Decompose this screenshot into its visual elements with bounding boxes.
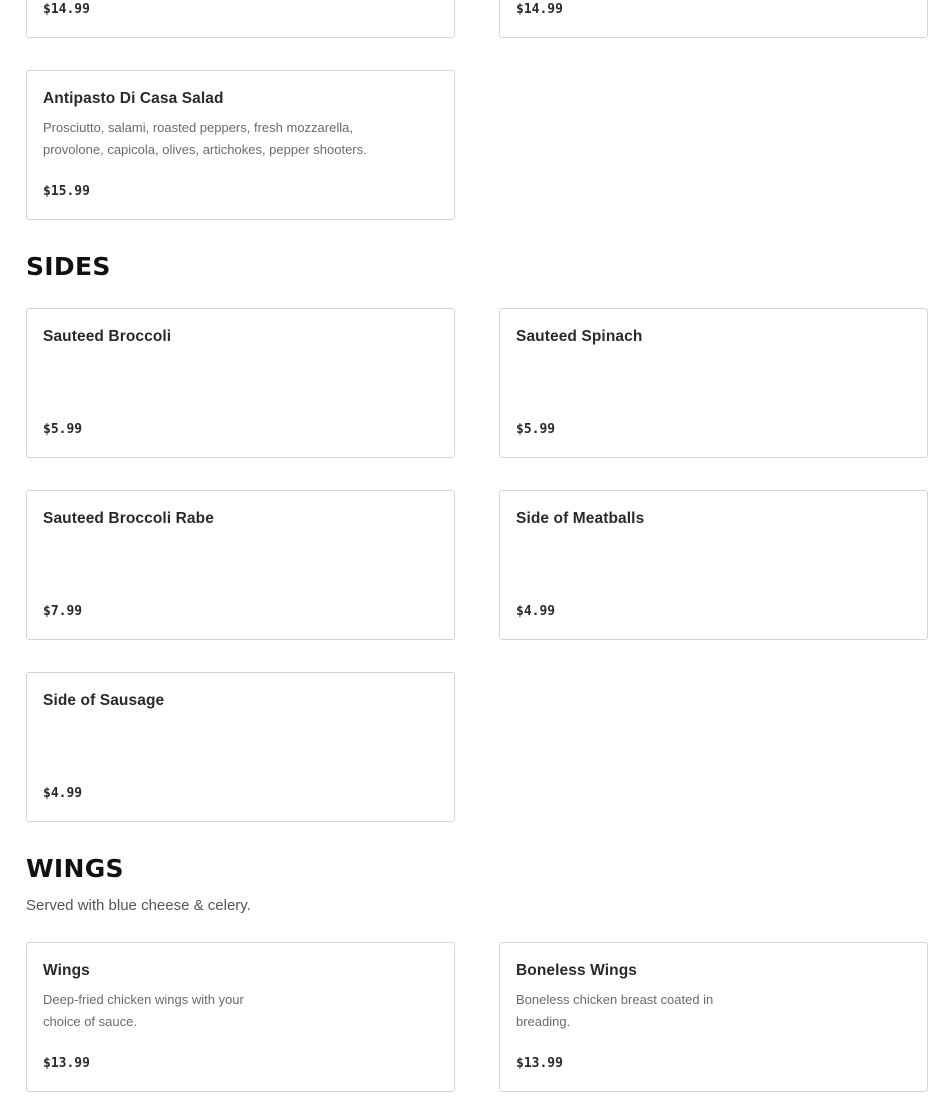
item-description: Boneless chicken breast coated in breading. bbox=[516, 992, 714, 1029]
item-price: $13.99 bbox=[43, 1056, 90, 1071]
item-price: $5.99 bbox=[516, 422, 556, 437]
item-price: $15.99 bbox=[43, 184, 90, 199]
item-price: $4.99 bbox=[516, 604, 556, 619]
item-name: Side of Meatballs bbox=[516, 510, 645, 527]
item-name: Sauteed Broccoli bbox=[43, 328, 172, 345]
menu-item-card-antipasto[interactable] bbox=[26, 70, 455, 220]
item-description: Deep-fried chicken wings with your choice of sauce. bbox=[43, 992, 244, 1029]
item-price: $5.99 bbox=[43, 422, 83, 437]
section-title-sides: SIDES bbox=[26, 252, 111, 281]
menu-item-card-sauteed-spinach[interactable] bbox=[499, 308, 928, 458]
section-title-wings: WINGS bbox=[26, 854, 124, 883]
menu-item-card-side-of-sausage[interactable] bbox=[26, 672, 455, 822]
menu-item-card-wings[interactable] bbox=[26, 942, 455, 1092]
item-name: Sauteed Broccoli Rabe bbox=[43, 510, 214, 527]
item-description: Prosciutto, salami, roasted peppers, fresh mozzarella, provolone, capicola, olives, artichokes, pepper shooters. bbox=[43, 120, 367, 157]
menu-item-card[interactable] bbox=[499, 0, 928, 38]
item-price: $14.99 bbox=[516, 2, 563, 17]
menu-item-card[interactable] bbox=[26, 0, 455, 38]
menu-item-card-sauteed-broccoli[interactable] bbox=[26, 308, 455, 458]
item-price: $4.99 bbox=[43, 786, 83, 801]
section-subtitle-wings: Served with blue cheese & celery. bbox=[26, 897, 251, 914]
menu-item-card-sauteed-broccoli-rabe[interactable] bbox=[26, 490, 455, 640]
item-price: $13.99 bbox=[516, 1056, 563, 1071]
menu-item-card-side-of-meatballs[interactable] bbox=[499, 490, 928, 640]
item-price: $14.99 bbox=[43, 2, 90, 17]
menu-item-card-boneless-wings[interactable] bbox=[499, 942, 928, 1092]
item-name: Sauteed Spinach bbox=[516, 328, 643, 345]
item-name: Side of Sausage bbox=[43, 692, 165, 709]
item-name: Boneless Wings bbox=[516, 962, 637, 979]
item-name: Wings bbox=[43, 962, 90, 979]
item-price: $7.99 bbox=[43, 604, 83, 619]
item-name: Antipasto Di Casa Salad bbox=[43, 90, 224, 107]
